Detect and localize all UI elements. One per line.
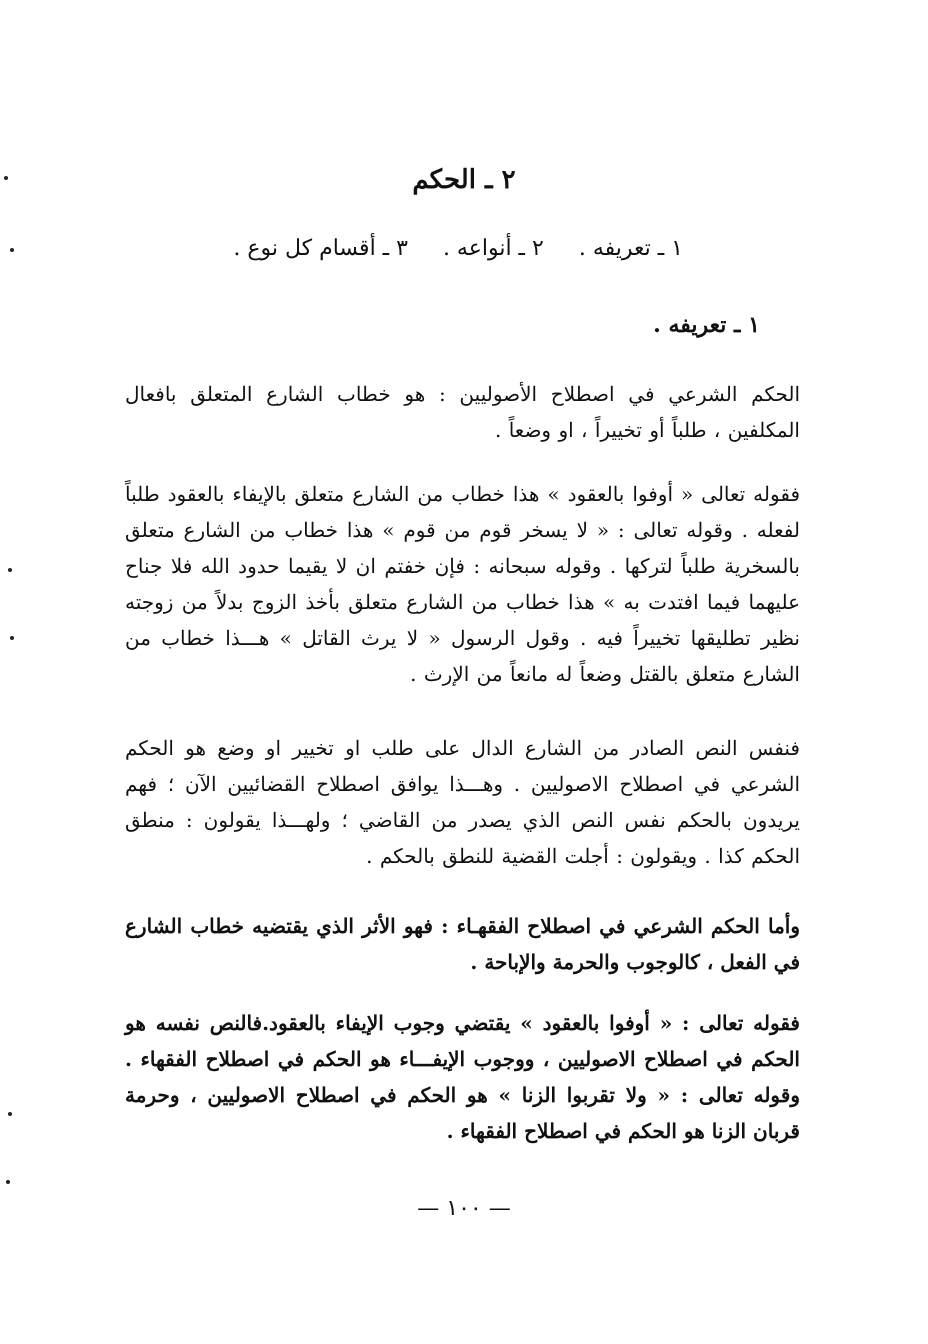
paragraph-text: فقوله تعالى « أوفوا بالعقود » هذا خطاب من الشارع متعلق بالإيفاء بالعقود طلباً لفعله . وقوله تعالى : « لا يسخر قوم من قوم » هذا خطاب من الشارع متعلق بالسخرية طلباً لتركها . وقوله سبحانه : فإن خفتم ان لا يقيما حدود الله فلا جناح عليهما فيما افتدت به » هذا خطاب من الشارع متعلق بأخذ الزوج بدلاً من زوجته نظير تطليقها تخييراً فيه . وقول الرسول « لا يرث القاتل » هـــذا خطاب من الشارع متعلق بالقتل وضعاً له مانعاً من الإرث . (125, 482, 801, 686)
paragraph-comparison (125, 1005, 800, 1149)
toc-item-definition: ١ ـ تعريفه . (578, 236, 683, 261)
scan-speck (8, 1112, 12, 1116)
scan-speck (6, 1180, 10, 1184)
paragraph-definition-fuqaha (125, 908, 800, 980)
scan-speck (8, 568, 12, 572)
paragraph-text-of-ruling (125, 730, 800, 874)
toc-item-divisions: ٣ ـ أقسام كل نوع . (233, 236, 408, 261)
scan-speck (4, 176, 8, 180)
paragraph-examples (125, 476, 800, 692)
scan-speck (10, 248, 14, 252)
toc-item-types: ٢ ـ أنواعه . (442, 236, 544, 261)
chapter-title: ٢ ـ الحكم (412, 165, 516, 195)
chapter-contents (213, 236, 683, 261)
paragraph-definition-usuliyyin (125, 376, 800, 448)
page-number: — ١٠٠ — (417, 1196, 511, 1221)
scan-speck (10, 636, 14, 640)
section-heading: ١ ـ تعريفه . (653, 312, 760, 338)
paragraph-text: وأما الحكم الشرعي في اصطلاح الفقهـاء : فهو الأثر الذي يقتضيه خطاب الشارع في الفعل ، كالوجوب والحرمة والإباحة . (125, 914, 800, 974)
paragraph-text: فقوله تعالى : « أوفوا بالعقود » يقتضي وجوب الإيفاء بالعقود.فالنص نفسه هو الحكم في اصطلاح الاصوليين ، ووجوب الإيفـــاء هو الحكم في اصطلاح الفقهاء . وقوله تعالى : « ولا تقربوا الزنا » هو الحكم في اصطلاح الاصوليين ، وحرمة قربان الزنا هو الحكم في اصطلاح الفقهاء . (125, 1011, 800, 1143)
paragraph-text: فنفس النص الصادر من الشارع الدال على طلب او تخيير او وضع هو الحكم الشرعي في اصطلاح الاصوليين . وهـــذا يوافق اصطلاح القضائيين الآن ؛ فهم يريدون بالحكم نفس النص الذي يصدر من القاضي ؛ ولهـــذا يقولون : منطق الحكم كذا . ويقولون : أجلت القضية للنطق بالحكم . (125, 736, 800, 868)
paragraph-text: الحكم الشرعي في اصطلاح الأصوليين : هو خطاب الشارع المتعلق بافعال المكلفين ، طلباً أو تخييراً ، او وضعاً . (125, 382, 800, 442)
